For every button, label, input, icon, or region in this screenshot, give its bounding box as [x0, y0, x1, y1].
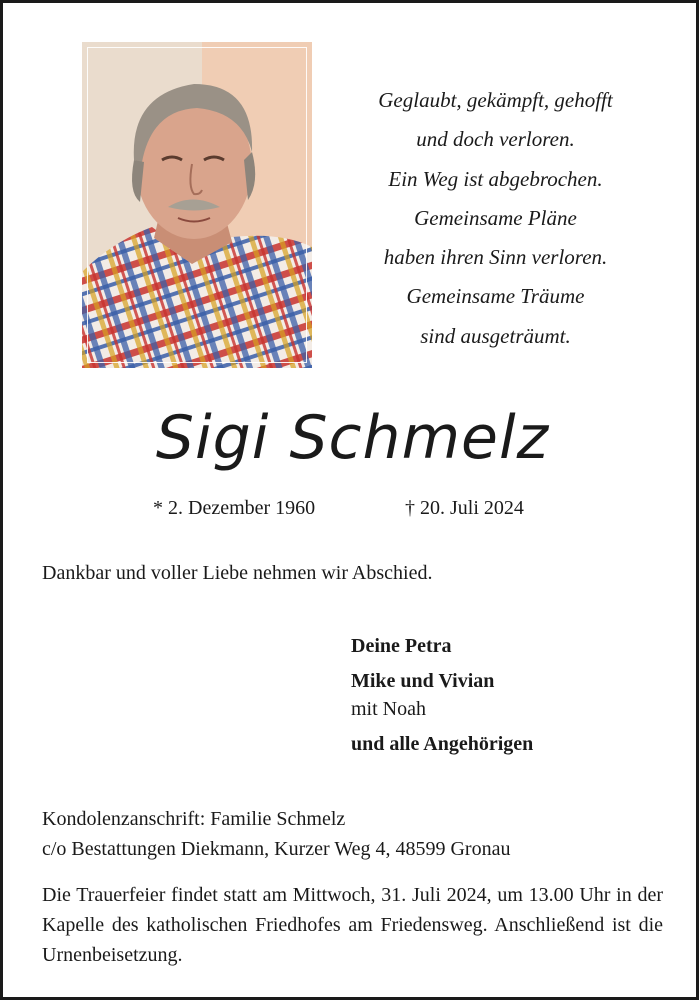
- poem-line: Gemeinsame Pläne: [414, 205, 577, 230]
- poem-line: Geglaubt, gekämpft, gehofft: [378, 88, 613, 112]
- deceased-name: Sigi Schmelz: [155, 403, 550, 473]
- death-date: † 20. Juli 2024: [405, 497, 524, 519]
- poem-line: und doch verloren.: [416, 127, 575, 152]
- portrait-photo: [82, 42, 312, 368]
- poem-line: sind ausgeträumt.: [420, 323, 571, 348]
- address-line: Kondolenzanschrift: Familie Schmelz: [42, 808, 346, 830]
- poem: [333, 81, 658, 356]
- poem-line: Gemeinsame Träume: [406, 284, 585, 309]
- address-line: c/o Bestattungen Diekmann, Kurzer Weg 4, 48599 Gronau: [42, 838, 511, 860]
- portrait-illustration: [82, 42, 312, 368]
- poem-line: Ein Weg ist abgebrochen.: [388, 166, 603, 191]
- farewell-text: Dankbar und voller Liebe nehmen wir Abschied.: [42, 562, 433, 584]
- birth-date: * 2. Dezember 1960: [153, 497, 316, 519]
- mourner-line: mit Noah: [351, 698, 426, 720]
- condolence-address: [42, 804, 510, 864]
- mourner-line: Deine Petra: [351, 635, 452, 657]
- ceremony-info: Die Trauerfeier findet statt am Mittwoch, 31. Juli 2024, um 13.00 Uhr in der Kapelle des katholischen Friedhofes am Friedensweg. Anschließend ist die Urnenbeisetzung.: [42, 884, 663, 966]
- mourner-line: und alle Angehörigen: [351, 733, 534, 755]
- mourner-line: Mike und Vivian: [351, 670, 495, 692]
- poem-line: haben ihren Sinn verloren.: [383, 245, 608, 270]
